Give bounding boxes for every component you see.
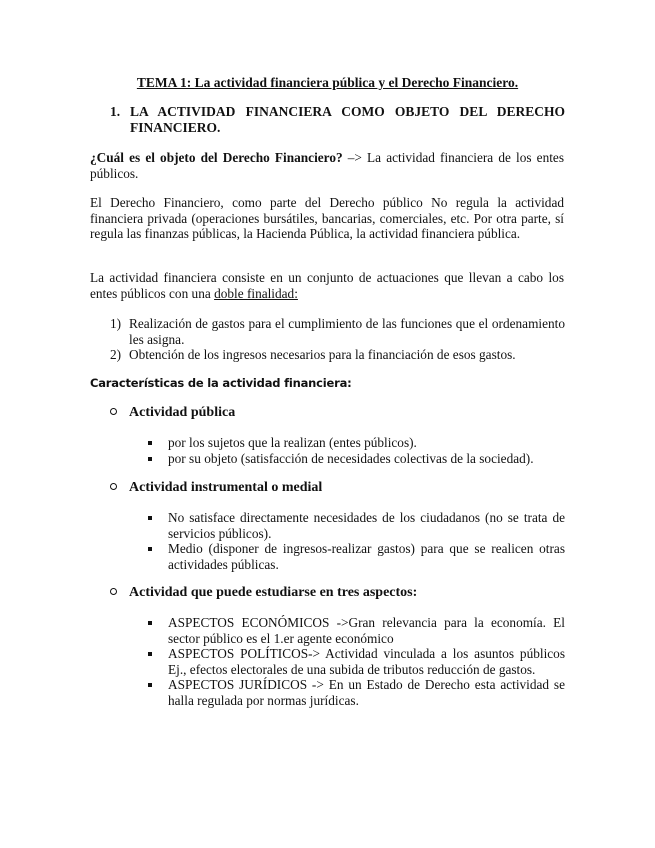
- list-item-text: por los sujetos que la realizan (entes públicos).: [168, 435, 417, 450]
- circle-bullet-icon: [110, 483, 117, 490]
- caracteristica-items-publica: [148, 435, 565, 466]
- square-bullet-icon: [148, 683, 152, 687]
- circle-bullet-icon: [110, 408, 117, 415]
- section-title: LA ACTIVIDAD FINANCIERA COMO OBJETO DEL DERECHO FINANCIERO.: [130, 104, 565, 135]
- list-item-text: Realización de gastos para el cumplimiento de las funciones que el ordenamiento les asigna.: [129, 316, 565, 347]
- list-item-number: 1): [110, 316, 122, 331]
- caracteristica-title: Actividad que puede estudiarse en tres aspectos:: [129, 585, 418, 600]
- question-answer: –> La actividad financiera de los entes públicos.: [90, 150, 564, 181]
- caracteristica-heading-publica: [110, 405, 235, 421]
- question-text: ¿Cuál es el objeto del Derecho Financiero?: [90, 150, 343, 165]
- square-bullet-icon: [148, 547, 152, 551]
- square-bullet-icon: [148, 652, 152, 656]
- doble-finalidad-underlined: doble finalidad:: [214, 285, 298, 301]
- list-item: [148, 646, 565, 677]
- caracteristica-title: Actividad instrumental o medial: [129, 480, 323, 495]
- list-item-text: ASPECTOS ECONÓMICOS ->Gran relevancia para la economía. El sector público es el 1.er agente económico: [168, 615, 565, 646]
- list-item-text: Obtención de los ingresos necesarios para la financiación de esos gastos.: [129, 347, 516, 362]
- caracteristicas-heading: Características de la actividad financiera:: [90, 376, 352, 390]
- square-bullet-icon: [148, 441, 152, 445]
- list-item: [148, 677, 565, 708]
- section-number: 1.: [110, 104, 121, 119]
- paragraph-derecho-financiero: El Derecho Financiero, como parte del Derecho público No regula la actividad financiera privada (operaciones bursátiles, bancarias, comerciales, etc. Por otra parte, sí regula las finanzas públicas, la Hacienda Pública, la actividad financiera pública.: [90, 195, 564, 241]
- list-item-text: ASPECTOS POLÍTICOS-> Actividad vinculada a los asuntos públicos Ej., efectos electorales de una subida de tributos reducción de gastos.: [168, 646, 565, 677]
- list-item: [148, 510, 565, 541]
- square-bullet-icon: [148, 621, 152, 625]
- caracteristica-heading-instrumental: [110, 480, 322, 496]
- document-title: TEMA 1: La actividad financiera pública y el Derecho Financiero.: [136, 75, 519, 90]
- caracteristica-items-instrumental: [148, 510, 565, 572]
- section-heading: [110, 104, 565, 136]
- caracteristica-title: Actividad pública: [129, 405, 236, 420]
- list-item-number: 2): [110, 347, 122, 362]
- square-bullet-icon: [148, 457, 152, 461]
- list-item: [110, 316, 565, 347]
- list-item: [148, 435, 565, 451]
- list-item-text: Medio (disponer de ingresos-realizar gastos) para que se realicen otras actividades públicas.: [168, 541, 565, 572]
- list-item: [110, 347, 565, 363]
- square-bullet-icon: [148, 516, 152, 520]
- list-item: [148, 541, 565, 572]
- list-item-text: ASPECTOS JURÍDICOS -> En un Estado de Derecho esta actividad se halla regulada por normas jurídicas.: [168, 677, 565, 708]
- list-item-text: No satisface directamente necesidades de los ciudadanos (no se trata de servicios públicos).: [168, 510, 565, 541]
- list-item: [148, 451, 565, 467]
- paragraph-actividad-text: La actividad financiera consiste en un conjunto de actuaciones que llevan a cabo los entes públicos con una: [90, 270, 564, 301]
- caracteristica-heading-aspectos: [110, 585, 417, 601]
- circle-bullet-icon: [110, 588, 117, 595]
- list-item: [148, 615, 565, 646]
- finalidades-list: [110, 316, 565, 363]
- caracteristica-items-aspectos: [148, 615, 565, 708]
- paragraph-actividad-financiera: [90, 270, 564, 301]
- question-paragraph: [90, 150, 564, 181]
- list-item-text: por su objeto (satisfacción de necesidades colectivas de la sociedad).: [168, 450, 534, 466]
